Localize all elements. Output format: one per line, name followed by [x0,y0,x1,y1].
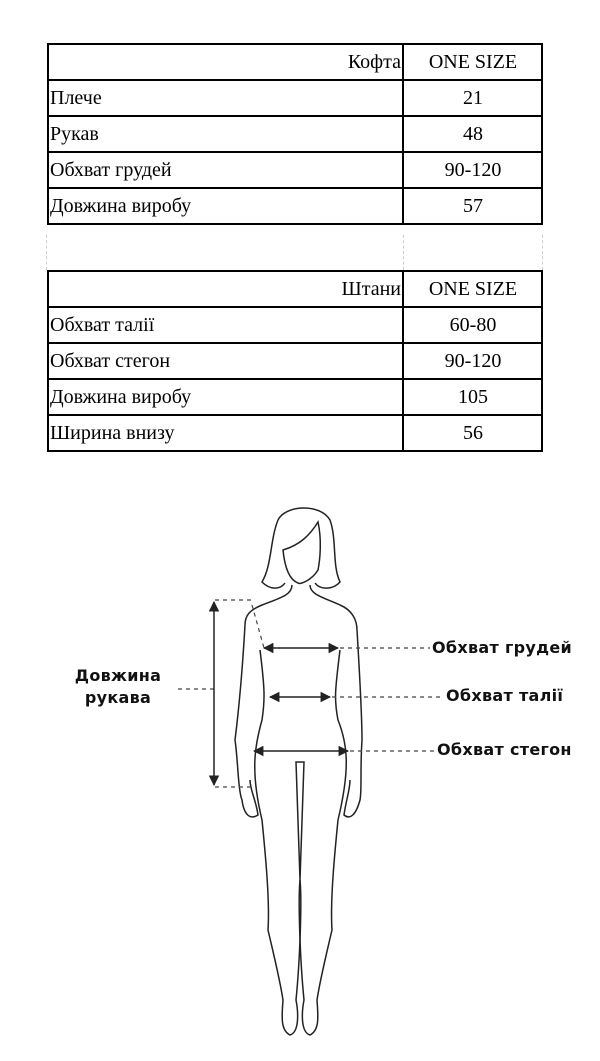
row-value: 21 [403,80,542,116]
row-label: Обхват грудей [48,152,403,188]
row-value: 57 [403,188,542,224]
row-label: Довжина виробу [48,379,403,415]
row-label: Обхват стегон [48,343,403,379]
size-header: ONE SIZE [403,44,542,80]
row-label: Ширина внизу [48,415,403,451]
sleeve-length-label [70,665,166,709]
row-value: 90-120 [403,152,542,188]
waist-label: Обхват талії [446,686,564,705]
row-value: 60-80 [403,307,542,343]
figure-outline [235,508,362,1035]
row-label: Плече [48,80,403,116]
size-header: ONE SIZE [403,271,542,307]
row-value: 48 [403,116,542,152]
row-label: Обхват талії [48,307,403,343]
row-label: Рукав [48,116,403,152]
guide-lines [178,600,442,787]
row-value: 105 [403,379,542,415]
hips-label: Обхват стегон [437,740,572,759]
sleeve-label-line1: Довжина [74,666,162,685]
item-name: Штани [48,271,403,307]
row-label: Довжина виробу [48,188,403,224]
chest-label: Обхват грудей [432,638,572,657]
row-value: 56 [403,415,542,451]
measurement-arrows [214,602,348,785]
sleeve-label-line2: рукава [84,688,152,707]
item-name: Кофта [48,44,403,80]
row-value: 90-120 [403,343,542,379]
